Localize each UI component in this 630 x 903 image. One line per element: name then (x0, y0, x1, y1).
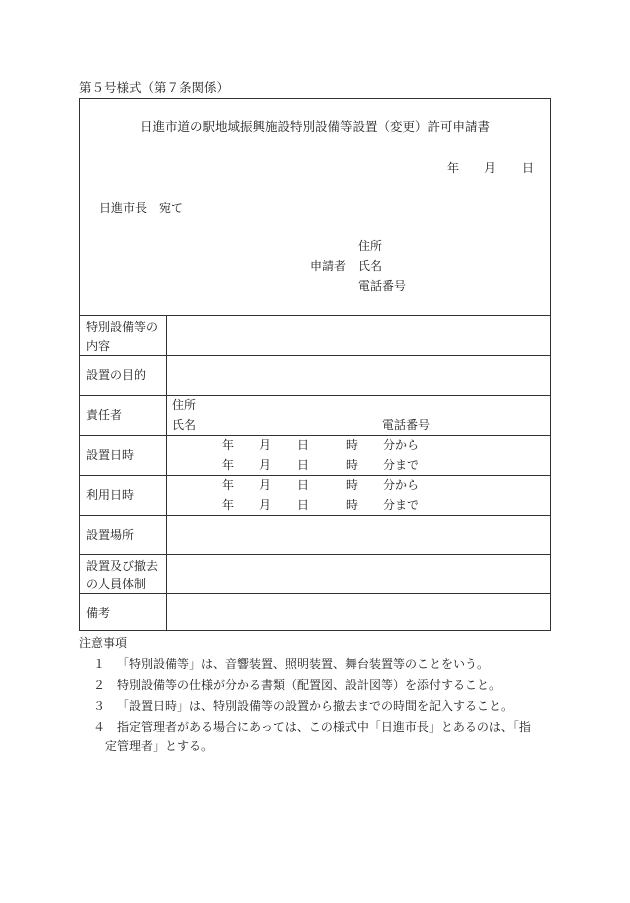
applicant-phone-label: 電話番号 (358, 279, 407, 293)
note-text: 「特別設備等」は、音響装置、照明装置、舞台装置等のことをいう。 (117, 657, 490, 671)
remarks-label: 備考 (86, 606, 111, 620)
install-until-day: 日 (297, 458, 310, 472)
staff-label-line1: 設置及び撤去 (86, 559, 159, 573)
responsible-label: 責任者 (86, 408, 123, 422)
use-until-hour: 時 (346, 498, 359, 512)
use-from-month: 月 (259, 478, 272, 492)
use-until-month: 月 (259, 498, 272, 512)
row-divider (80, 515, 550, 516)
applicant-address-label: 住所 (358, 239, 383, 253)
responsible-name-label: 氏名 (172, 418, 197, 432)
date-month-label: 月 (484, 161, 497, 175)
install-until-month: 月 (259, 458, 272, 472)
use-from-year: 年 (222, 478, 235, 492)
install-until-year: 年 (222, 458, 235, 472)
table-top-border (80, 315, 550, 316)
use-from-minute: 分から (383, 478, 420, 492)
notes-heading: 注意事項 (79, 636, 128, 650)
use-until-day: 日 (297, 498, 310, 512)
use-until-year: 年 (222, 498, 235, 512)
row-divider (80, 593, 550, 594)
addressee: 日進市長 宛て (99, 201, 184, 215)
applicant-label: 申請者 (310, 259, 347, 273)
form-title: 日進市道の駅地域振興施設特別設備等設置（変更）許可申請書 (139, 119, 490, 134)
install-from-month: 月 (259, 438, 272, 452)
note-text: 指定管理者がある場合にあっては、この様式中「日進市長」とあるのは、「指 (117, 720, 531, 734)
use-until-minute: 分まで (383, 498, 420, 512)
application-form (79, 98, 551, 631)
form-number: 第５号様式（第７条関係） (79, 80, 230, 95)
note-text: 特別設備等の仕様が分かる書類（配置図、設計図等）を添付すること。 (117, 678, 502, 692)
note-number: ２ (93, 678, 106, 692)
use-datetime-label: 利用日時 (86, 488, 135, 502)
date-day-label: 日 (522, 161, 535, 175)
use-from-day: 日 (297, 478, 310, 492)
location-label: 設置場所 (86, 528, 135, 542)
label-column-divider (166, 315, 167, 630)
note-text-continued: 定管理者」とする。 (105, 739, 214, 753)
note-number: ４ (93, 720, 106, 734)
note-number: １ (93, 657, 106, 671)
content-label-line2: 内容 (86, 339, 111, 353)
install-from-year: 年 (222, 438, 235, 452)
install-until-minute: 分まで (383, 458, 420, 472)
install-from-minute: 分から (383, 438, 420, 452)
row-divider (80, 554, 550, 555)
install-datetime-label: 設置日時 (86, 448, 135, 462)
row-divider (80, 475, 550, 476)
content-label-line1: 特別設備等の (86, 320, 159, 334)
note-number: ３ (93, 699, 106, 713)
row-divider (80, 395, 550, 396)
responsible-address-label: 住所 (172, 398, 197, 412)
responsible-phone-label: 電話番号 (382, 418, 431, 432)
row-divider (80, 355, 550, 356)
purpose-label: 設置の目的 (86, 368, 147, 382)
note-text: 「設置日時」は、特別設備等の設置から撤去までの時間を記入すること。 (117, 699, 514, 713)
install-until-hour: 時 (346, 458, 359, 472)
use-from-hour: 時 (346, 478, 359, 492)
staff-label-line2: の人員体制 (86, 577, 147, 591)
applicant-name-label: 氏名 (358, 259, 383, 273)
date-year-label: 年 (447, 161, 460, 175)
install-from-hour: 時 (346, 438, 359, 452)
row-divider (80, 435, 550, 436)
install-from-day: 日 (297, 438, 310, 452)
